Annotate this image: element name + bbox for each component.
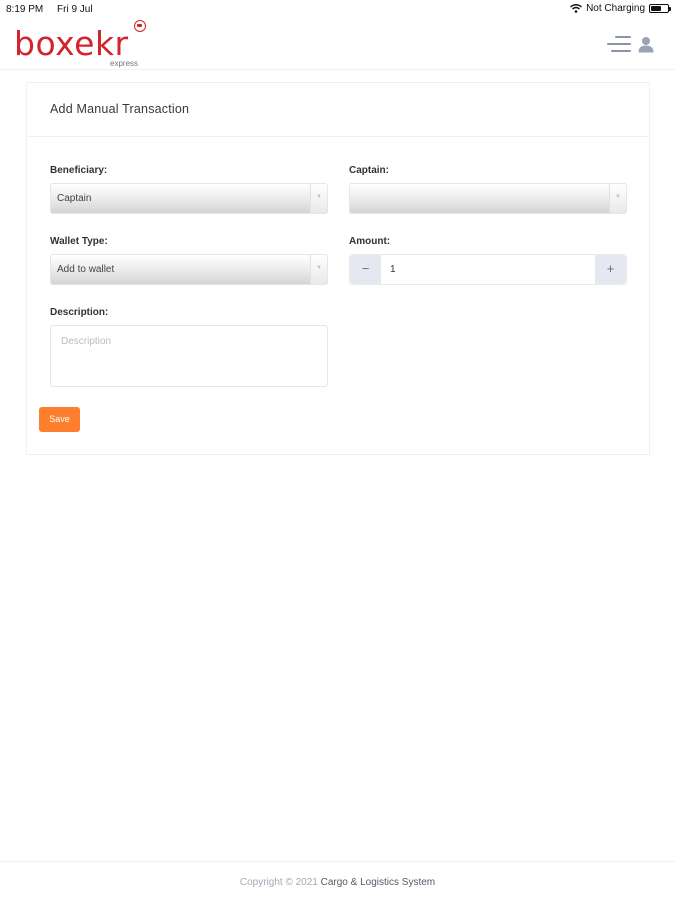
captain-label: Captain: bbox=[349, 165, 389, 176]
logo-text: boxekr bbox=[14, 24, 129, 63]
logo-badge-icon bbox=[134, 20, 146, 32]
amount-label: Amount: bbox=[349, 236, 391, 247]
battery-icon bbox=[649, 4, 669, 13]
beneficiary-label: Beneficiary: bbox=[50, 165, 108, 176]
decrement-button[interactable]: − bbox=[350, 255, 381, 284]
chevron-down-icon: ▼ bbox=[310, 184, 327, 213]
status-date: Fri 9 Jul bbox=[57, 4, 93, 15]
user-icon[interactable] bbox=[637, 35, 655, 53]
beneficiary-value: Captain bbox=[57, 193, 92, 204]
amount-stepper bbox=[349, 254, 627, 285]
description-textarea[interactable] bbox=[50, 325, 328, 387]
chevron-down-icon: ▼ bbox=[609, 184, 626, 213]
charging-status: Not Charging bbox=[586, 3, 645, 14]
amount-input[interactable]: 1 bbox=[390, 264, 396, 275]
captain-select[interactable] bbox=[349, 183, 627, 214]
chevron-down-icon: ▼ bbox=[310, 255, 327, 284]
status-right bbox=[570, 3, 669, 14]
footer bbox=[0, 861, 675, 900]
save-button[interactable]: Save bbox=[39, 407, 80, 432]
boxekr-logo[interactable] bbox=[14, 22, 154, 70]
system-name-link[interactable]: Cargo & Logistics System bbox=[320, 877, 436, 888]
card-title: Add Manual Transaction bbox=[27, 83, 649, 137]
increment-button[interactable]: + bbox=[595, 255, 626, 284]
wallet-type-select[interactable] bbox=[50, 254, 328, 285]
transaction-card bbox=[26, 82, 650, 455]
beneficiary-select[interactable] bbox=[50, 183, 328, 214]
status-time: 8:19 PM bbox=[6, 4, 44, 15]
description-label: Description: bbox=[50, 307, 109, 318]
app-header bbox=[0, 18, 675, 70]
status-bar bbox=[0, 0, 675, 18]
wifi-icon bbox=[570, 4, 582, 13]
wallet-type-label: Wallet Type: bbox=[50, 236, 108, 247]
menu-icon[interactable] bbox=[607, 35, 631, 53]
copyright-text: Copyright © 2021 bbox=[239, 877, 318, 888]
wallet-type-value: Add to wallet bbox=[57, 264, 115, 275]
description-placeholder: Description bbox=[61, 336, 112, 347]
logo-subtext: express bbox=[110, 59, 139, 68]
